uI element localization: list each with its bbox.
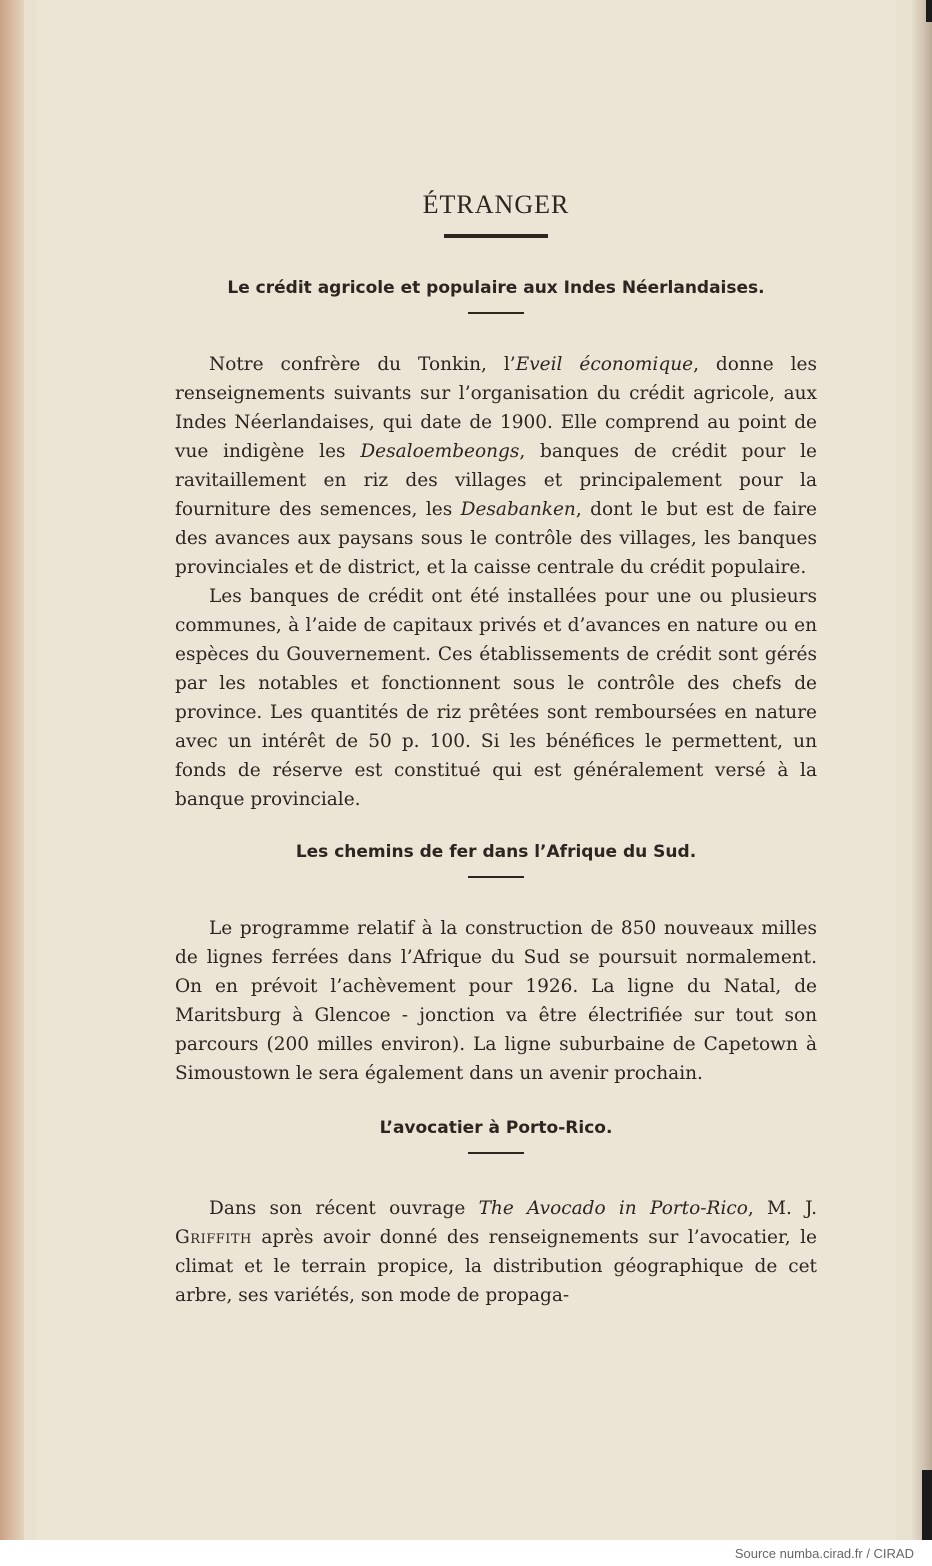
- article-paragraph: [175, 914, 817, 1088]
- source-credit: Source numba.cirad.fr / CIRAD: [734, 1546, 914, 1561]
- article-heading: L’avocatier à Porto-Rico.: [379, 1118, 613, 1138]
- article-heading: Le crédit agricole et populaire aux Indes Néerlandaises.: [227, 278, 765, 298]
- section-title: ÉTRANGER: [422, 190, 570, 219]
- text-run: Les banques de crédit ont été installées pour une ou plusieurs communes, à l’aide de capitaux privés et d’avances en nature ou en espèces du Gouvernement. Ces établissements de crédit sont gérés par les notables et fonctionnent sous le contrôle des chefs de province. Les quantités de riz prêtées sont remboursées en nature avec un intérêt de 50 p. 100. Si les bénéfices le permettent, un fonds de réserve est constitué qui est généralement versé à la banque provinciale.: [175, 586, 817, 810]
- text-run: , donne les renseignements suivants sur l’organisation du crédit agricole, aux Indes Néerlandaises, qui date de 1900. Elle comprend au point de vue indigène les: [175, 354, 817, 462]
- italic-text: The Avocado in Porto-Rico: [478, 1198, 748, 1219]
- italic-text: Desabanken: [460, 499, 576, 520]
- article: [175, 278, 817, 814]
- article-list: [175, 278, 817, 1310]
- binding-strip-bottom: [922, 1470, 932, 1540]
- text-run: Notre confrère du Tonkin, l’: [209, 354, 516, 375]
- heading-rule: [468, 1152, 524, 1154]
- italic-text: Desaloembeongs: [360, 441, 520, 462]
- text-run: après avoir donné des renseignements sur l’avocatier, le climat et le terrain propice, la distribution géographique de cet arbre, ses variétés, son mode de propaga-: [175, 1227, 817, 1306]
- text-run: , M. J.: [747, 1198, 817, 1219]
- heading-rule: [468, 312, 524, 314]
- article-heading: Les chemins de fer dans l’Afrique du Sud.: [295, 842, 697, 862]
- text-run: , banques de crédit pour le ravitaillement en riz des villages et principalement pour la fourniture des semences, les: [175, 441, 818, 520]
- small-caps-name: Griffith: [175, 1227, 252, 1248]
- binding-strip-top: [926, 0, 932, 22]
- page-left-edge: [0, 0, 24, 1540]
- article-paragraph: [175, 582, 817, 814]
- article-paragraph: [175, 1194, 817, 1310]
- footer-bar: [0, 1540, 932, 1566]
- page-right-edge: [912, 0, 932, 1540]
- document-content: [175, 190, 817, 1310]
- article: [175, 1118, 817, 1310]
- article: [175, 842, 817, 1088]
- heading-rule: [468, 876, 524, 878]
- title-rule: [444, 234, 548, 238]
- text-run: Dans son récent ouvrage: [209, 1198, 479, 1219]
- italic-text: Eveil économique: [515, 354, 694, 375]
- article-paragraph: [175, 350, 817, 582]
- text-run: Le programme relatif à la construction de 850 nouveaux milles de lignes ferrées dans l’Afrique du Sud se poursuit normalement. On en prévoit l’achèvement pour 1926. La ligne du Natal, de Maritsburg à Glencoe - jonction va être électrifiée sur tout son parcours (200 milles environ). La ligne suburbaine de Capetown à Simoustown le sera également dans un avenir prochain.: [175, 918, 817, 1084]
- text-run: , dont le but est de faire des avances aux paysans sous le contrôle des villages, les banques provinciales et de district, et la caisse centrale du crédit populaire.: [175, 499, 817, 578]
